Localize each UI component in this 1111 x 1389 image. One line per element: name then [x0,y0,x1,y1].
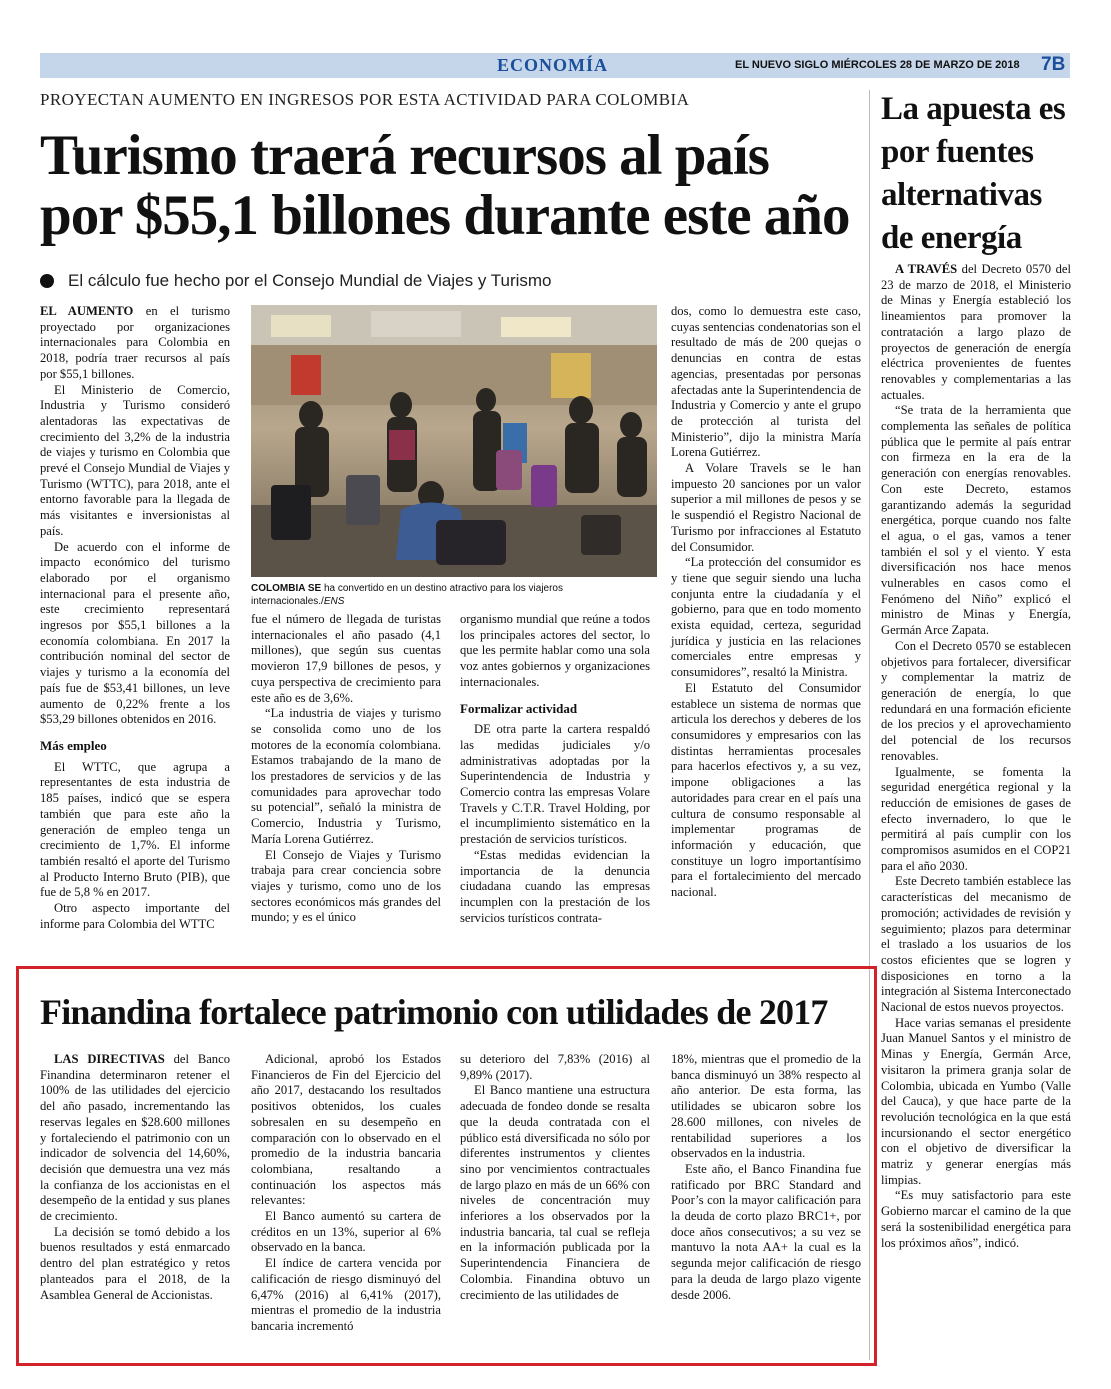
paragraph: 18%, mientras que el promedio de la banca disminuyó un 38% respecto al año anterior. De esta forma, las utilidades se ubicaron sobre los 28.600 millones, con niveles de rentabilidad superiores a los observados en la industria. [671,1052,861,1161]
sidebar-headline: La apuesta es por fuentes alternativas de energía [881,91,1066,256]
subhead: Más empleo [40,737,107,753]
paragraph: Otro aspecto importante del informe para Colombia del WTTC [40,901,230,931]
paragraph: La decisión se tomó debido a los buenos resultados y está enmarcado dentro del plan estratégico y retos planteados para el 2018, de la Asamblea General de Accionistas. [40,1224,230,1302]
box-column-3 [460,1052,650,1303]
paragraph: su deterioro del 7,83% (2016) al 9,89% (2017). [460,1052,650,1082]
box-column-4 [671,1052,861,1303]
subhead: Formalizar actividad [460,700,578,716]
paragraph: Este Decreto también establece las características del mecanismo de promoción; actividades de revisión y seguimiento; plazos para determinar el traslado a los usuarios de los costos eficientes que se logren y disposiciones en torno a la integración al Sistema Interconectado Nacional de estos nuevos proyectos. [881,874,1071,1015]
paragraph: Este año, el Banco Finandina fue ratificado por BRC Standard and Poor’s con la mayor calificación para la deuda de corto plazo BRC1+, por doce años consecutivos; a su vez se mantuvo la nota AA+ la cual es la segunda mejor calificación de riesgo para la deuda de largo plazo vigente desde 2006. [671,1161,861,1302]
paragraph: A Volare Travels se le han impuesto 20 sanciones por un valor superior a mil millones de pesos y se le suspendió el Registro Nacional de Turismo por infracciones al Estatuto del Consumidor. [671,461,861,554]
paragraph: del Banco Finandina determinaron retener el 100% de las utilidades del ejercicio del año pasado, incrementando las reservas legales en $28.600 millones y fortaleciendo el patrimonio con un indicador de solvencia del 14,60%, decisión que demuestra una vez más la confianza de los accionistas en el desempeño de la entidad y sus planes de crecimiento. [40,1052,230,1224]
dek: El cálculo fue hecho por el Consejo Mundial de Viajes y Turismo [68,271,552,290]
caption-text: ha convertido en un destino atractivo para los viajeros internacionales./ [251,583,563,607]
paragraph: en el turismo proyectado por organizaciones internacionales para Colombia en 2018, podría traer recursos al país por $55,1 billones. [40,304,230,381]
bullet-icon [40,274,54,288]
paragraph: dos, como lo demuestra este caso, cuyas sentencias condenatorias son el resultado de más de 200 quejas o denuncias en contra de estas agencias, presentadas por personas afectadas ante la Superintendencia de Industria y Comercio y ante el grupo de protección al turista del Ministerio”, dijo la ministra María Lorena Gutiérrez. [671,304,861,460]
paragraph: El Estatuto del Consumidor establece un sistema de normas que articula los derechos y deberes de los consumidores y empresarios con las distintas herramientas procesales para hacerlos efectivos y, a su vez, impone obligaciones a las autoridades para crear en el país una cultura de consumo responsable al implementar programas de información y educación, que constituye un logro importantísimo para el fortalecimiento del mercado nacional. [671,680,861,900]
paragraph: “Estas medidas evidencian la importancia de la denuncia ciudadana cuando las empresas incumplen con la prestación de los servicios turísticos contrata- [460,847,650,925]
paragraph: De acuerdo con el informe de impacto económico del turismo elaborado por el organismo internacional para el presente año, este crecimiento representará ingresos por $55,1 billones a la economía colombiana. En 2017 la contribución nominal del sector de viajes y turismo a la economía del país fue de $53,41 billones, un leve aumento de 0,22% frente a los $53,29 billones obtenidos en 2016. [40,539,230,727]
paragraph: “Se trata de la herramienta que complementa las señales de política pública que le permite al país entrar con firmeza en la era de la generación con energías renovables. Con este Decreto, estamos garantizando además la seguridad energética, porque cuando nos falte el agua, o el gas, vamos a tener también el sol y el viento. Y esta diversificación nos hace menos vulnerables en casos como el Fenómeno del Niño” explicó el ministro de Minas y Energía, Germán Arce Zapata. [881,403,1071,638]
lead-in: EL AUMENTO [40,304,134,318]
photo-credit: ENS [323,596,345,607]
sidebar-article [881,262,1071,1251]
paragraph: Con el Decreto 0570 se establecen objetivos para fortalecer, diversificar y complementar la matriz de generación de energía, lo que redundará en una formación eficiente de los precios y el aprovechamiento del potencial de los recursos renovables. [881,638,1071,763]
paragraph: El Consejo de Viajes y Turismo trabaja para crear conciencia sobre viajes y turismo, como uno de los sectores económicos más grandes del mundo; y es el único [251,847,441,925]
lead-in: LAS DIRECTIVAS [54,1052,165,1066]
article-column-4 [671,304,861,901]
paragraph: “Es muy satisfactorio para este Gobierno marcar el camino de la que será la sostenibilidad energética para los próximos años”, indicó. [881,1188,1071,1250]
paragraph: “La industria de viajes y turismo se consolida como uno de los motores de la economía colombiana. Estamos trabajando de la mano de los prestadores de servicios y de las comunidades para aprovechar todo su potencial”, señaló la ministra de Comercio, Industria y Turismo, María Lorena Gutiérrez. [251,706,441,846]
paragraph: del Decreto 0570 del 23 de marzo de 2018, el Ministerio de Minas y Energía estableció los lineamientos para promover la contratación a largo plazo de proyectos de generación de energía eléctrica provenientes de fuentes renovables y complementarias a las actuales. [881,262,1071,402]
paper-date: EL NUEVO SIGLO MIÉRCOLES 28 DE MARZO DE 2018 [735,59,1020,71]
paragraph: El Banco aumentó su cartera de créditos en un 13%, superior al 6% observado en la banca. [251,1209,441,1255]
kicker: PROYECTAN AUMENTO EN INGRESOS POR ESTA ACTIVIDAD PARA COLOMBIA [40,90,690,109]
paragraph: El WTTC, que agrupa a representantes de esta industria de 185 países, indicó que se espera también que para este año la generación de empleo tenga un crecimiento de 1,7%. El informe también resaltó el aporte del Turismo al Producto Interno Bruto (PIB), que fue de 5,8 % en 2017. [40,759,230,900]
photo-caption [251,582,657,608]
paragraph: Hace varias semanas el presidente Juan Manuel Santos y el ministro de Minas y Energía, Germán Arce, visitaron la primera granja solar de Colombia, ubicada en Yumbo (Valle del Cauca), y que hace parte de la revolución tecnológica en la que está incursionando el sector energético con el objetivo de diversificar la matriz y generar energías más limpias. [881,1015,1071,1187]
caption-lead: COLOMBIA SE [251,583,322,594]
paragraph: “La protección del consumidor es y tiene que seguir siendo una lucha conjunta entre la ciudadanía y el gobierno, para que en todo momento exista equidad, certeza, seguridad jurídica y justicia en las relaciones comerciales entre empresas y consumidores”, resaltó la Ministra. [671,555,861,680]
paragraph: fue el número de llegada de turistas internacionales el año pasado (4,1 millones), que según sus cuentas movieron 17,9 billones de pesos, y cuya perspectiva de crecimiento para este año es de 3,6%. [251,612,441,705]
box-column-2 [251,1052,441,1335]
airport-travelers-photo [251,305,657,577]
section-name: ECONOMÍA [497,55,608,75]
paragraph: El Banco mantiene una estructura adecuada de fondeo donde se resalta que la deuda contratada con el público está diversificada no sólo por diferentes instrumentos y clientes sino por vencimientos contractuales de largo plazo en más de un 66% con niveles de concentración muy inferiores a los observados por la industria bancaria, tal cual se refleja en la información publicada por la Superintendencia Financiera de Colombia. Finandina obtuvo un crecimiento de las utilidades de [460,1083,650,1302]
paragraph: El Ministerio de Comercio, Industria y Turismo consideró alentadoras las expectativas de crecimiento del 3,2% de la industria de viajes y turismo en Colombia que prevé el Consejo Mundial de Viajes y Turismo (WTTC), para 2018, ante el entorno favorable para la llegada de más visitantes e inversionistas al país. [40,382,230,538]
article-column-1 [40,304,230,932]
article-column-3 [460,612,650,926]
main-headline: Turismo traerá recursos al país por $55,1 billones durante este año [40,124,850,247]
page-number: 7B [1041,54,1066,75]
article-column-2 [251,612,441,926]
paragraph: DE otra parte la cartera respaldó las medidas judiciales y/o administrativas adoptadas por la Superintendencia de Industria y Comercio contra las empresas Volare Travels y C.T.R. Travel Holding, por el incumplimiento sistemático en la prestación de servicios turísticos. [460,722,650,847]
paragraph: organismo mundial que reúne a todos los principales actores del sector, lo que les permite hablar como una sola voz antes gobiernos y organizaciones internacionales. [460,612,650,689]
lead-in: A TRAVÉS [895,262,958,276]
box-headline: Finandina fortalece patrimonio con utilidades de 2017 [40,992,828,1032]
paragraph: El índice de cartera vencida por calificación de riesgo disminuyó del 6,47% (2016) al 6,41% (2017), mientras el promedio de la industria bancaria incrementó [251,1256,441,1333]
paragraph: Adicional, aprobó los Estados Financieros de Fin del Ejercicio del año 2017, destacando los resultados positivos obtenidos, los cuales sobresalen en su desempeño en comparación con lo observado en el promedio de la industria bancaria colombiana, resaltando a continuación los aspectos más relevantes: [251,1052,441,1208]
paragraph: Igualmente, se fomenta la seguridad energética regional y la reducción de emisiones de gases de efecto invernadero, lo que le permitirá al país cumplir con los compromisos asumidos en el COP21 para el año 2030. [881,764,1071,873]
box-column-1 [40,1052,230,1303]
